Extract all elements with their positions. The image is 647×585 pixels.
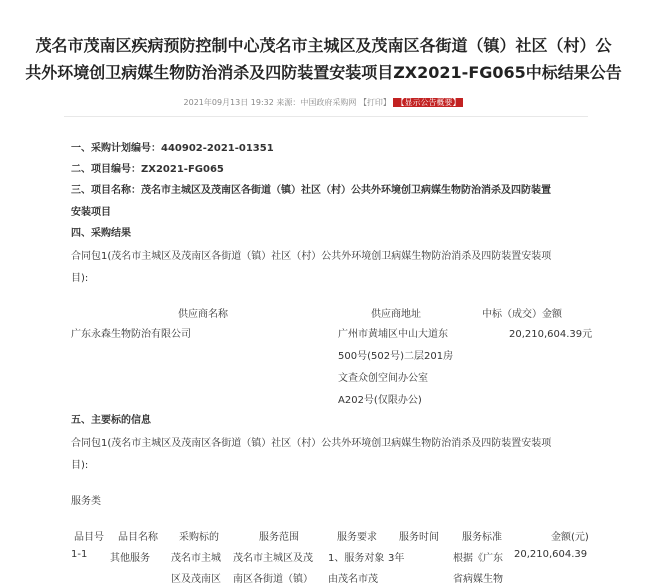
service-requirement-line-1: 1、服务对象 [328,553,385,564]
contract-package-2-line-2: 目): [71,460,89,471]
show-summary-button[interactable]: 【显示公告概要】 [393,98,463,107]
contract-package-2-line-1: 合同包1(茂名市主城区及茂南区各街道（镇）社区（村）公共外环境创卫病媒生物防治消杀及四防装置安装项 [71,438,552,449]
item-no: 1-1 [71,549,88,560]
service-standard-line-1: 根据《广东 [453,553,503,564]
result-heading: 四、采购结果 [71,228,131,239]
supplier-name-header: 供应商名称 [178,309,228,320]
supplier-name: 广东永森生物防治有限公司 [71,329,191,340]
contract-package-line-1: 合同包1(茂名市主城区及茂南区各街道（镇）社区（村）公共外环境创卫病媒生物防治消杀及四防装置安装项 [71,251,552,262]
service-time: 3年 [388,553,405,564]
title-line-2: 共外环境创卫病媒生物防治消杀及四防装置安装项目ZX2021-FG065中标结果公告 [25,63,622,82]
award-amount: 20,210,604.39元 [509,329,593,340]
supplier-address-line-3: 文查众创空间办公室 [338,373,428,384]
procurement-target-line-2: 区及茂南区 [171,574,221,585]
publish-source: 来源：中国政府采购网 [276,98,357,107]
project-name-line-1: 三、项目名称：茂名市主城区及茂南区各街道（镇）社区（村）公共外环境创卫病媒生物防治消杀及四防装置 [71,185,551,196]
contract-package-line-2: 目): [71,273,89,284]
title-line-1: 茂名市茂南区疾病预防控制中心茂名市主城区及茂南区各街道（镇）社区（村）公 [35,36,612,55]
announcement-title [8,32,639,86]
service-standard-header: 服务标准 [462,532,502,543]
supplier-address-line-4: A202号(仅限办公) [338,395,422,406]
item-name: 其他服务 [110,553,150,564]
service-requirement-line-2: 由茂名市茂 [328,574,378,585]
item-name-header: 品目名称 [118,532,158,543]
service-scope-line-1: 茂名市主城区及茂 [233,553,313,564]
supplier-address-line-1: 广州市黄埔区中山大道东 [338,329,448,340]
service-scope-line-2: 南区各街道（镇） [233,574,313,585]
procurement-target-line-1: 茂名市主城 [171,553,221,564]
service-standard-line-2: 省病媒生物 [453,574,503,585]
supplier-address-header: 供应商地址 [371,309,421,320]
award-amount-header: 中标（成交）金额 [482,309,562,320]
procurement-target-header: 采购标的 [179,532,219,543]
plan-number: 一、采购计划编号：440902-2021-01351 [71,143,274,154]
publish-meta [0,97,647,108]
header-divider [64,116,588,117]
service-class-label: 服务类 [71,496,101,507]
project-name-line-2: 安装项目 [71,207,111,218]
item-no-header: 品目号 [74,532,104,543]
print-link[interactable]: 【打印】 [358,98,391,107]
service-amount: 20,210,604.39 [514,549,588,560]
amount-header: 金额(元) [551,532,589,543]
service-scope-header: 服务范围 [259,532,299,543]
service-requirement-header: 服务要求 [337,532,377,543]
info-heading: 五、主要标的信息 [71,415,151,426]
service-time-header: 服务时间 [399,532,439,543]
project-number: 二、项目编号：ZX2021-FG065 [71,164,224,175]
publish-date: 2021年09月13日 19:32 [183,98,274,107]
supplier-address-line-2: 500号(502号)二层201房 [338,351,454,362]
